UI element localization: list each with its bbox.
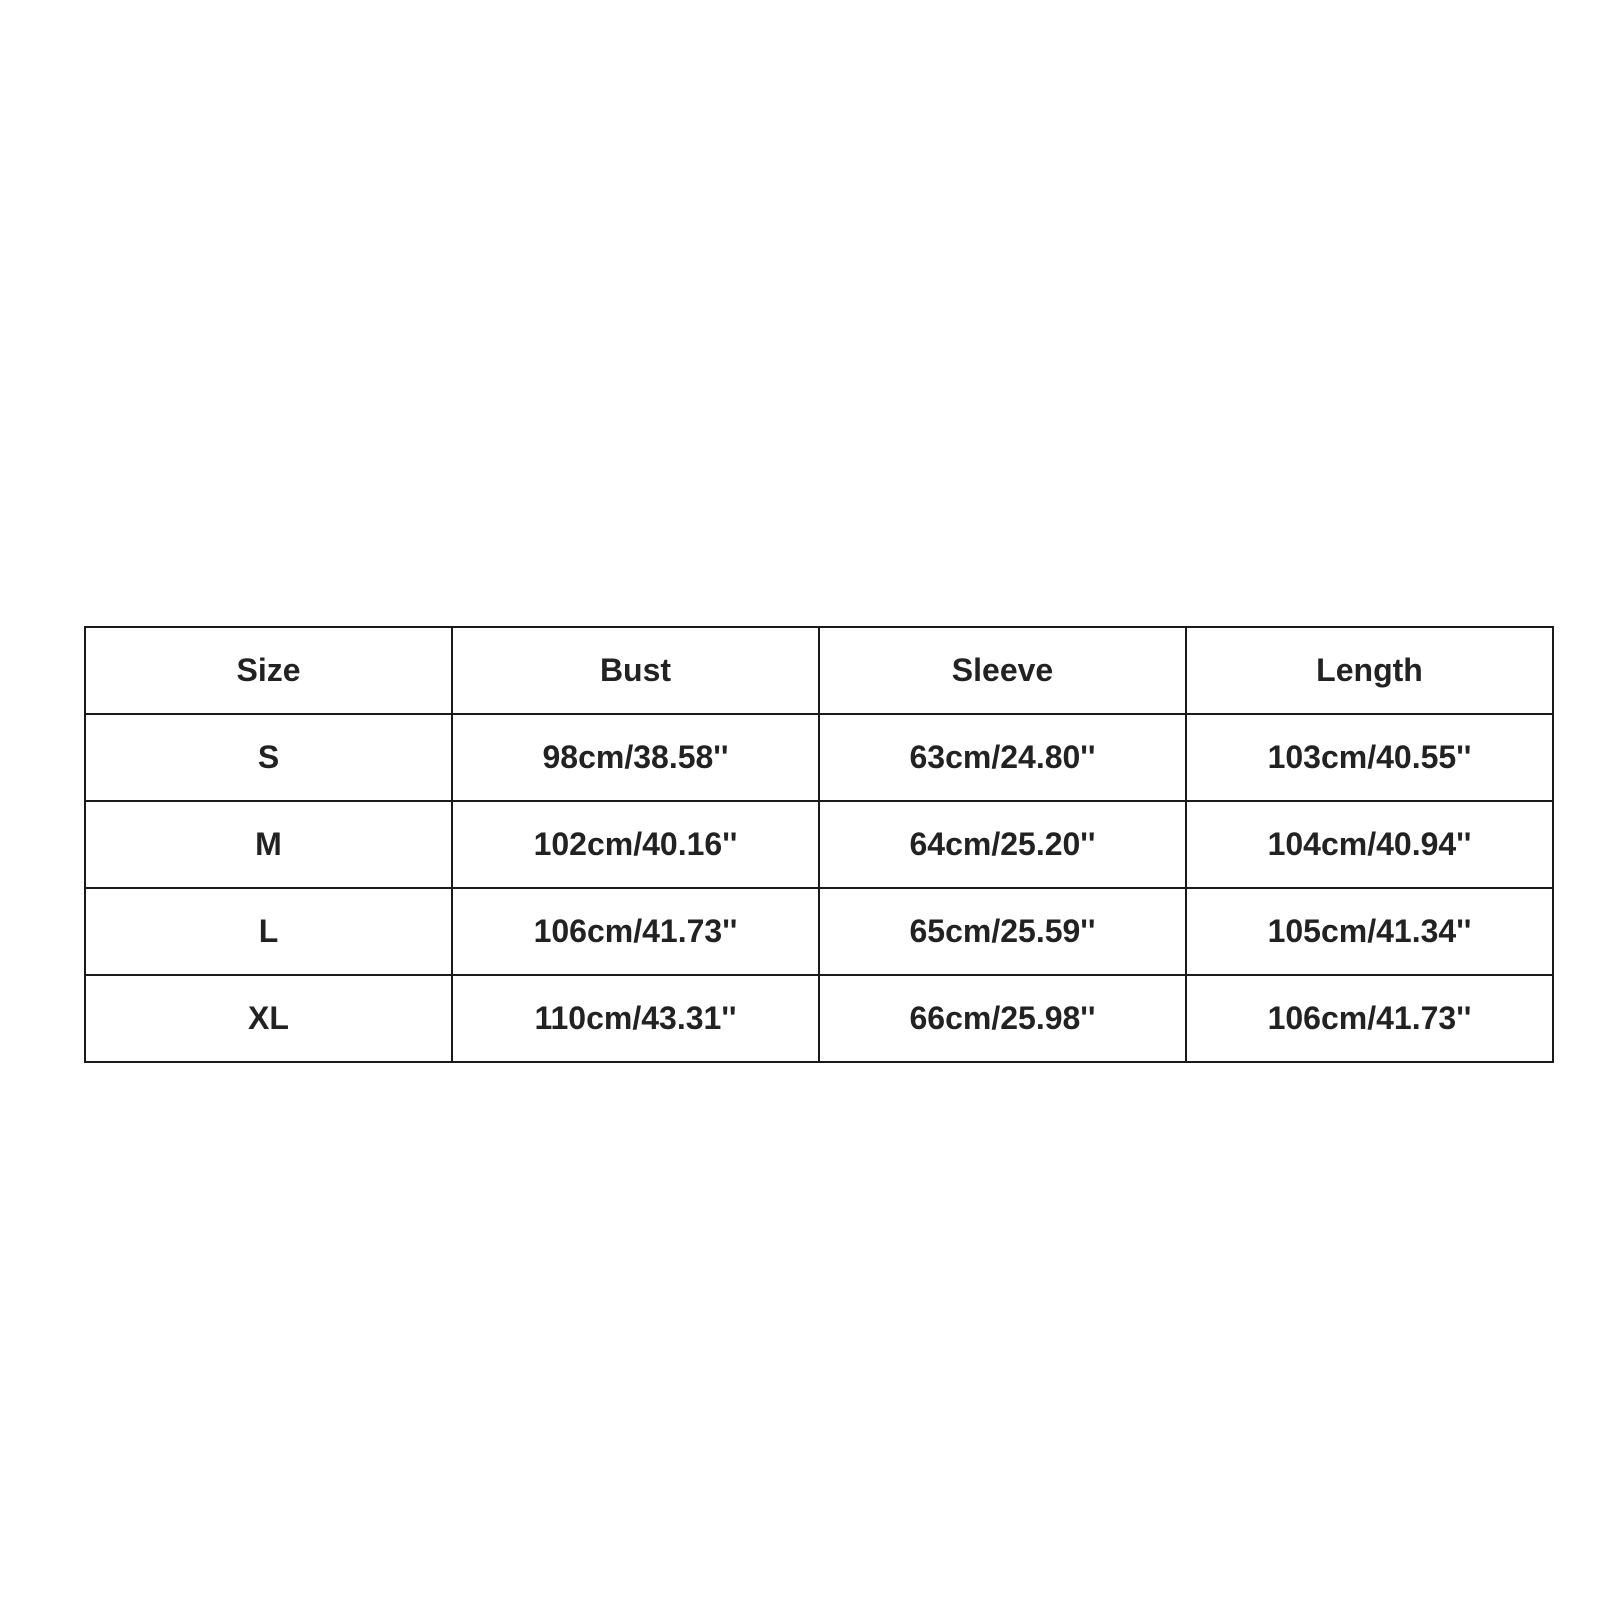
size-cell: M [85, 801, 452, 888]
length-cell: 105cm/41.34'' [1186, 888, 1553, 975]
size-cell: L [85, 888, 452, 975]
header-sleeve: Sleeve [819, 627, 1186, 714]
sleeve-cell: 64cm/25.20'' [819, 801, 1186, 888]
size-chart-table [84, 626, 1554, 1063]
table-row [85, 801, 1553, 888]
table-body [85, 714, 1553, 1062]
table-row [85, 975, 1553, 1062]
sleeve-cell: 66cm/25.98'' [819, 975, 1186, 1062]
table-row [85, 888, 1553, 975]
bust-cell: 110cm/43.31'' [452, 975, 819, 1062]
table-header [85, 627, 1553, 714]
header-size: Size [85, 627, 452, 714]
header-length: Length [1186, 627, 1553, 714]
size-cell: XL [85, 975, 452, 1062]
length-cell: 104cm/40.94'' [1186, 801, 1553, 888]
header-row [85, 627, 1553, 714]
size-cell: S [85, 714, 452, 801]
length-cell: 103cm/40.55'' [1186, 714, 1553, 801]
bust-cell: 102cm/40.16'' [452, 801, 819, 888]
length-cell: 106cm/41.73'' [1186, 975, 1553, 1062]
bust-cell: 106cm/41.73'' [452, 888, 819, 975]
table-row [85, 714, 1553, 801]
header-bust: Bust [452, 627, 819, 714]
bust-cell: 98cm/38.58'' [452, 714, 819, 801]
sleeve-cell: 63cm/24.80'' [819, 714, 1186, 801]
sleeve-cell: 65cm/25.59'' [819, 888, 1186, 975]
